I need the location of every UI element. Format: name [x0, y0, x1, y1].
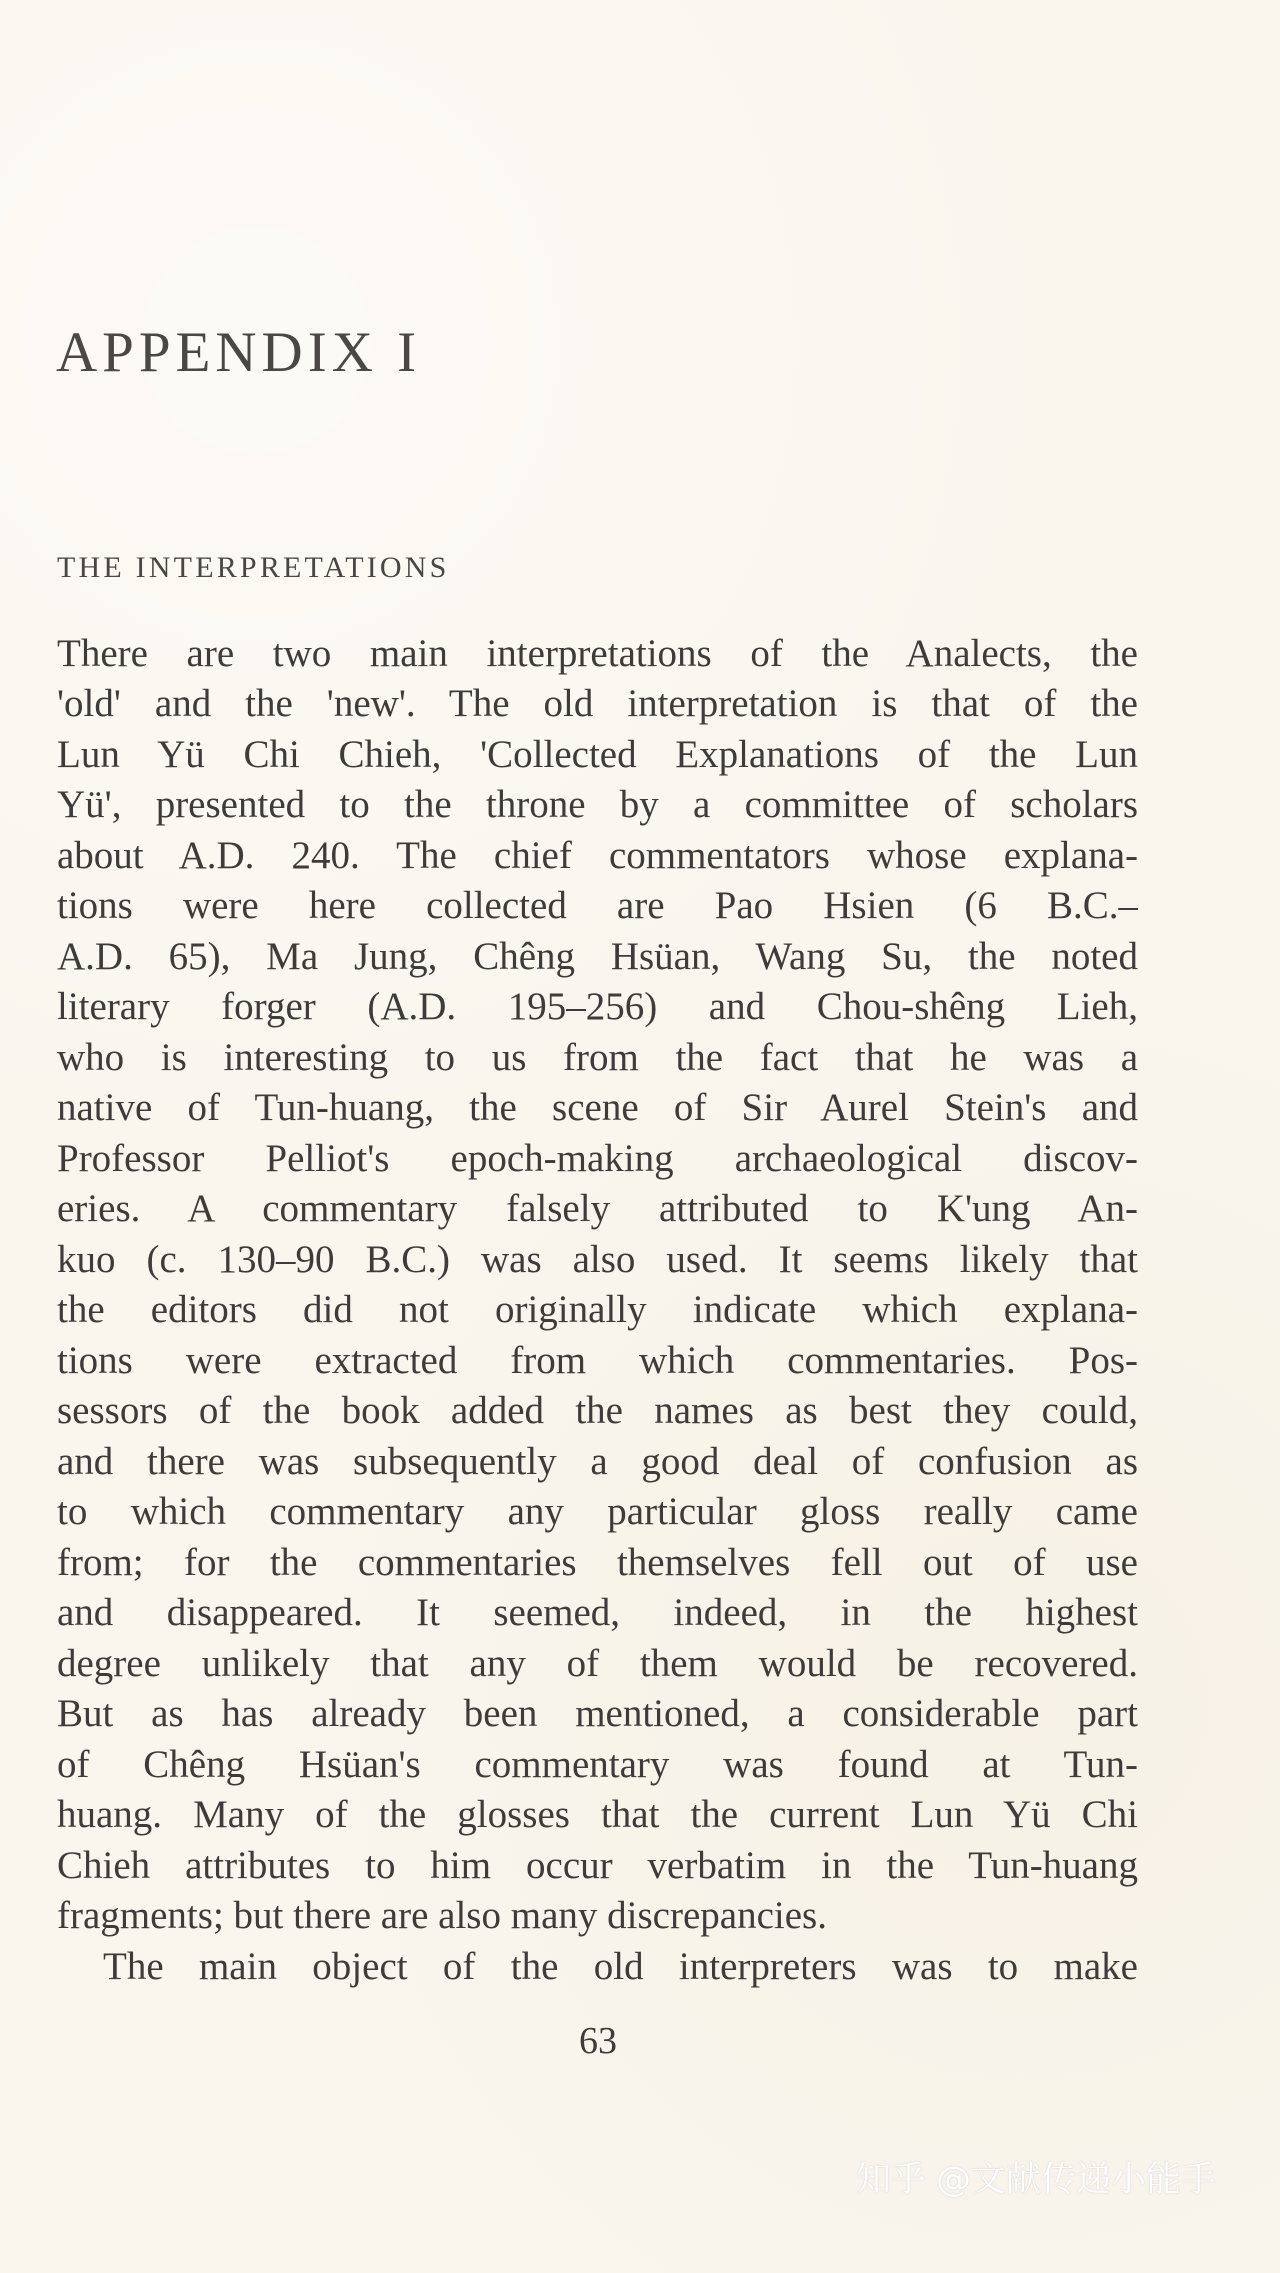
body-line-18: to which commentary any particular gloss really came	[57, 1490, 1138, 1533]
body-line-7: A.D. 65), Ma Jung, Chêng Hsüan, Wang Su, the noted	[57, 935, 1138, 978]
body-line-15: tions were extracted from which commentaries. Pos-	[57, 1339, 1138, 1382]
body-line-20: and disappeared. It seemed, indeed, in the highest	[57, 1591, 1138, 1634]
body-line-12: eries. A commentary falsely attributed to K'ung An-	[57, 1187, 1138, 1230]
body-line-22: But as has already been mentioned, a considerable part	[57, 1692, 1138, 1735]
body-line-27: The main object of the old interpreters was to make	[103, 1945, 1138, 1988]
section-title: THE INTERPRETATIONS	[57, 551, 450, 584]
body-line-2: 'old' and the 'new'. The old interpretation is that of the	[57, 682, 1138, 725]
body-line-6: tions were here collected are Pao Hsien (6 B.C.–	[57, 884, 1138, 927]
body-line-13: kuo (c. 130–90 B.C.) was also used. It seems likely that	[57, 1238, 1138, 1281]
zhihu-handle: @文献传递小能手	[936, 2159, 1217, 2200]
body-line-3: Lun Yü Chi Chieh, 'Collected Explanations of the Lun	[57, 733, 1138, 776]
body-line-14: the editors did not originally indicate which explana-	[57, 1288, 1138, 1331]
body-line-8: literary forger (A.D. 195–256) and Chou-shêng Lieh,	[57, 985, 1138, 1028]
body-line-17: and there was subsequently a good deal of confusion as	[57, 1440, 1138, 1483]
body-line-16: sessors of the book added the names as best they could,	[57, 1389, 1138, 1432]
body-line-23: of Chêng Hsüan's commentary was found at Tun-	[57, 1743, 1138, 1786]
body-line-10: native of Tun-huang, the scene of Sir Aurel Stein's and	[57, 1086, 1138, 1129]
body-line-11: Professor Pelliot's epoch-making archaeological discov-	[57, 1137, 1138, 1180]
body-line-21: degree unlikely that any of them would be recovered.	[57, 1642, 1138, 1685]
body-line-25: Chieh attributes to him occur verbatim in the Tun-huang	[57, 1844, 1138, 1887]
body-line-19: from; for the commentaries themselves fell out of use	[57, 1541, 1138, 1584]
body-line-1: There are two main interpretations of the Analects, the	[57, 632, 1138, 675]
body-line-4: Yü', presented to the throne by a committee of scholars	[57, 783, 1138, 826]
appendix-title: APPENDIX I	[56, 321, 422, 384]
body-line-9: who is interesting to us from the fact that he was a	[57, 1036, 1138, 1079]
zhihu-brand: 知乎	[856, 2159, 927, 2200]
body-line-24: huang. Many of the glosses that the current Lun Yü Chi	[57, 1793, 1138, 1836]
body-line-5: about A.D. 240. The chief commentators whose explana-	[57, 834, 1138, 877]
body-line-26: fragments; but there are also many discrepancies.	[57, 1894, 827, 1937]
zhihu-watermark	[856, 2155, 1216, 2205]
page-number: 63	[579, 2020, 617, 2062]
